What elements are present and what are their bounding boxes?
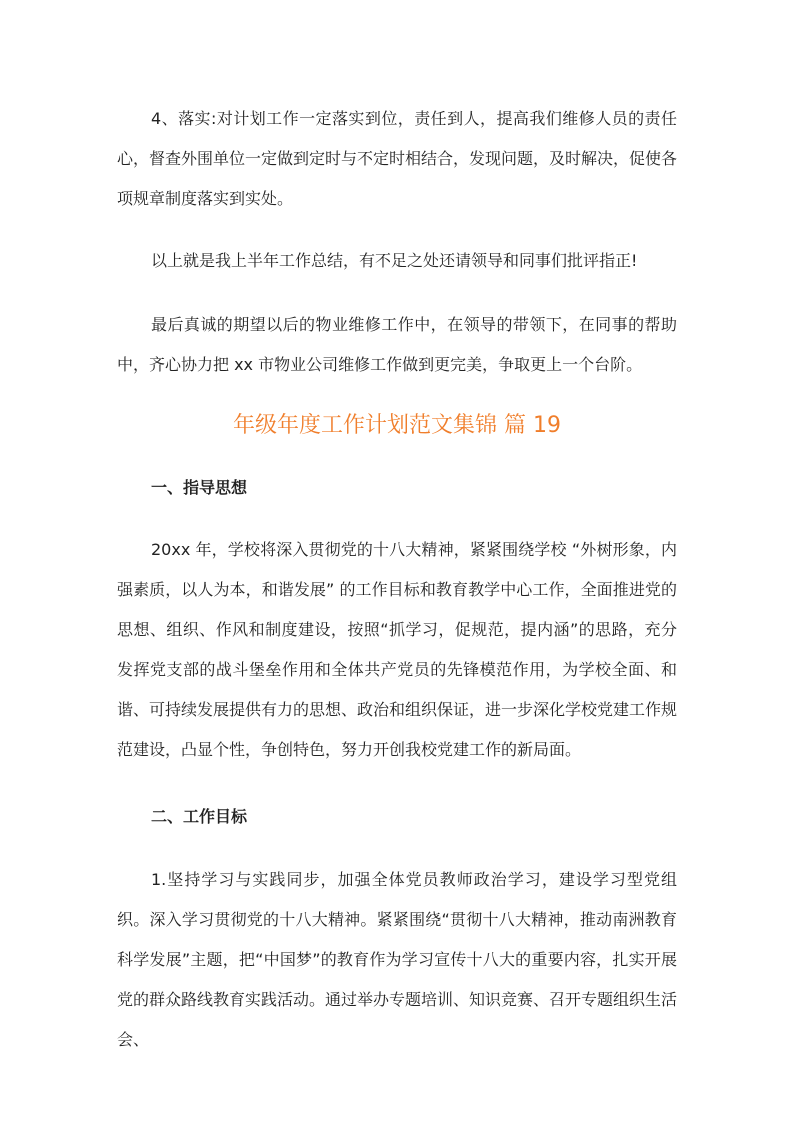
paragraph-future-hope: 最后真诚的期望以后的物业维修工作中，在领导的带领下，在同事的帮助中，齐心协力把 xx 市物业公司维修工作做到更完美，争取更上一个台阶。 [117, 315, 677, 374]
paragraph-work-goals: 1.坚持学习与实践同步，加强全体党员教师政治学习，建设学习型党组织。深入学习贯彻党的十八大精神。紧紧围绕“贯彻十八大精神，推动南洲教育科学发展”主题，把“中国梦”的教育作为学习宣传十八大的重要内容，扎实开展党的群众路线教育实践活动。通过举办专题培训、知识竞赛、召开专题组织生活会、 [117, 870, 678, 1049]
heading-work-goals: 二、工作目标 [151, 807, 248, 826]
paragraph-guiding-ideology: 20xx 年，学校将深入贯彻党的十八大精神，紧紧围绕学校 “外树形象，内强素质，以人为本，和谐发展” 的工作目标和教育教学中心工作，全面推进党的思想、组织、作风和制度建设，按照“抓学习，促规范，提内涵”的思路，充分发挥党支部的战斗堡垒作用和全体共产党员的先锋模范作用，为学校全面、和谐、可持续发展提供有力的思想、政治和组织保证，进一步深化学校党建工作规范建设，凸显个性，争创特色，努力开创我校党建工作的新局面。 [117, 540, 678, 759]
paragraph-summary-closing: 以上就是我上半年工作总结，有不足之处还请领导和同事们批评指正! [151, 251, 638, 270]
section-title: 年级年度工作计划范文集锦 篇 19 [233, 413, 561, 438]
heading-guiding-ideology: 一、指导思想 [151, 478, 248, 497]
paragraph-implementation: 4、落实:对计划工作一定落实到位，责任到人，提高我们维修人员的责任心，督查外围单位一定做到定时与不定时相结合，发现问题，及时解决，促使各项规章制度落实到实处。 [117, 109, 678, 208]
